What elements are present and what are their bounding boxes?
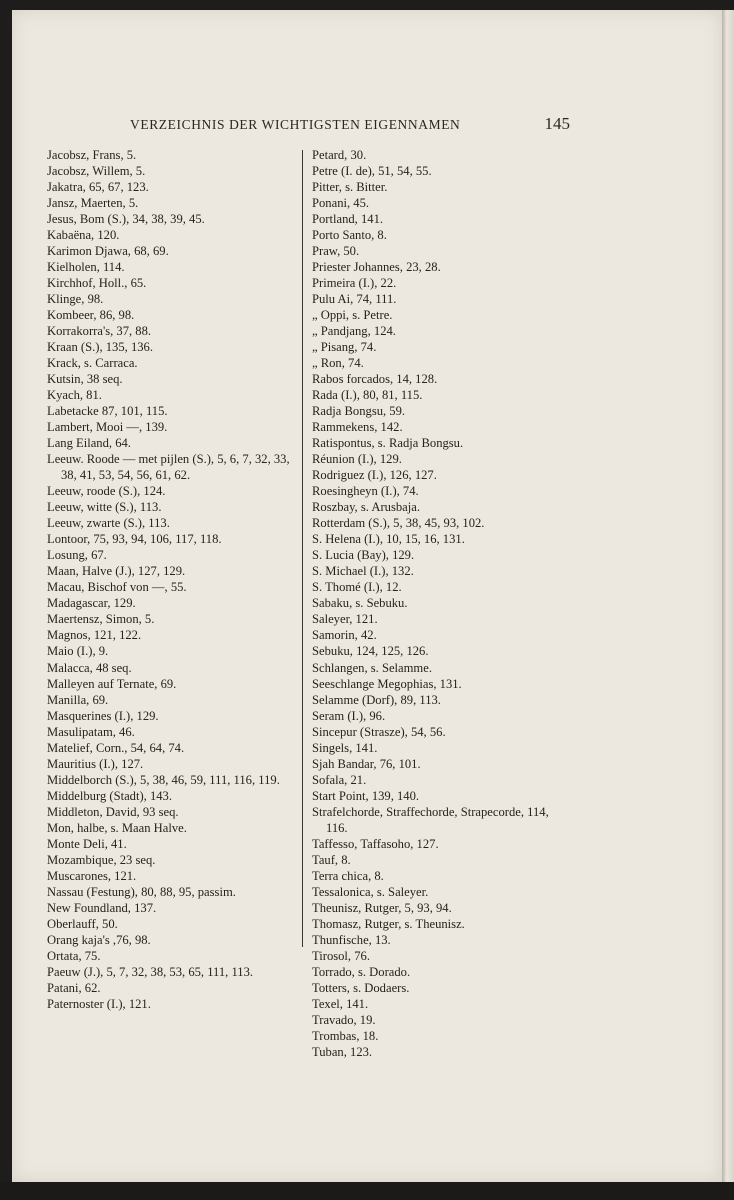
index-entry: Manilla, 69. (47, 692, 109, 707)
index-entry: Samorin, 42. (312, 628, 377, 643)
index-entry: „ Pandjang, 124. (312, 324, 396, 339)
index-entry: Travado, 19. (312, 1012, 376, 1027)
index-entry: Rotterdam (S.), 5, 38, 45, 93, 102. (312, 516, 485, 531)
index-entry: Labetacke 87, 101, 115. (47, 404, 168, 419)
header-title: VERZEICHNIS DER WICHTIGSTEN EIGENNAMEN (130, 117, 461, 132)
index-entry: Leeuw, zwarte (S.), 113. (47, 516, 170, 531)
index-entry: Priester Johannes, 23, 28. (312, 260, 441, 275)
index-entry: Mauritius (I.), 127. (47, 756, 144, 771)
index-entry: Totters, s. Dodaers. (312, 980, 410, 995)
index-entry: Oberlauff, 50. (47, 916, 118, 931)
index-entry: S. Helena (I.), 10, 15, 16, 131. (312, 532, 465, 547)
index-entry: Rada (I.), 80, 81, 115. (312, 388, 423, 403)
index-entry: Jacobsz, Frans, 5. (47, 148, 137, 162)
index-entry: Ponani, 45. (312, 196, 370, 211)
index-entry: S. Thomé (I.), 12. (312, 580, 402, 595)
index-entry: Strafelchorde, Straffechorde, Strapecorde, 114, 116. (312, 804, 549, 835)
index-entry: Terra chica, 8. (312, 868, 384, 883)
index-entry: Tuban, 123. (312, 1044, 373, 1059)
page-number: 145 (544, 114, 570, 133)
index-entry: „ Pisang, 74. (312, 340, 377, 355)
index-entry: Singels, 141. (312, 740, 378, 755)
index-entry: Tauf, 8. (312, 852, 351, 867)
page-edge (722, 10, 734, 1182)
index-entry: Jacobsz, Willem, 5. (47, 164, 146, 179)
index-entry: Nassau (Festung), 80, 88, 95, passim. (47, 884, 236, 899)
index-entry: Rodriguez (I.), 126, 127. (312, 468, 437, 483)
index-entry: Jakatra, 65, 67, 123. (47, 180, 149, 195)
index-entry: Torrado, s. Dorado. (312, 964, 411, 979)
index-entry: Orang kaja's ,76, 98. (47, 932, 151, 947)
column-divider (302, 150, 303, 947)
index-entry: Seeschlange Megophias, 131. (312, 676, 462, 691)
index-entry: Portland, 141. (312, 212, 384, 227)
index-entry: „ Ron, 74. (312, 356, 364, 371)
index-entry: Klinge, 98. (47, 292, 104, 307)
index-entry: Texel, 141. (312, 996, 369, 1011)
index-entry: Kirchhof, Holl., 65. (47, 276, 147, 291)
index-entry: Krack, s. Carraca. (47, 356, 138, 371)
index-entry: Kutsin, 38 seq. (47, 372, 123, 387)
index-entry: Matelief, Corn., 54, 64, 74. (47, 740, 185, 755)
index-entry: Paeuw (J.), 5, 7, 32, 38, 53, 65, 111, 113. (47, 964, 254, 979)
index-entry: Kielholen, 114. (47, 260, 125, 275)
index-entry: Radja Bongsu, 59. (312, 404, 406, 419)
index-entry: Macau, Bischof von —, 55. (47, 580, 187, 595)
index-entry: S. Lucia (Bay), 129. (312, 548, 415, 563)
index-column-left (47, 147, 295, 1012)
index-entry: Kabaëna, 120. (47, 228, 120, 243)
index-entry: Theunisz, Rutger, 5, 93, 94. (312, 900, 452, 915)
index-entry: Paternoster (I.), 121. (47, 996, 151, 1011)
index-entry: Leeuw, witte (S.), 113. (47, 500, 162, 515)
index-entry: Masulipatam, 46. (47, 724, 135, 739)
index-entry: New Foundland, 137. (47, 900, 157, 915)
index-entry: Saleyer, 121. (312, 612, 378, 627)
index-entry: Lambert, Mooi —, 139. (47, 420, 168, 435)
index-entry: Sebuku, 124, 125, 126. (312, 644, 429, 659)
index-entry: Losung, 67. (47, 548, 107, 563)
index-entry: Pitter, s. Bitter. (312, 180, 388, 195)
index-entry: Leeuw. Roode — met pijlen (S.), 5, 6, 7, 32, 33, 38, 41, 53, 54, 56, 61, 62. (47, 452, 290, 483)
index-entry: Rabos forcados, 14, 128. (312, 372, 438, 387)
index-entry: Tirosol, 76. (312, 948, 370, 963)
index-entry: Selamme (Dorf), 89, 113. (312, 692, 441, 707)
index-entry: Malleyen auf Ternate, 69. (47, 676, 177, 691)
index-entry: Karimon Djawa, 68, 69. (47, 244, 169, 259)
index-entry: Kombeer, 86, 98. (47, 308, 135, 323)
index-entry: Sincepur (Strasze), 54, 56. (312, 724, 446, 739)
index-entry: Primeira (I.), 22. (312, 276, 397, 291)
scan-border (0, 1182, 734, 1200)
index-entry: Mon, halbe, s. Maan Halve. (47, 820, 187, 835)
index-entry: Schlangen, s. Selamme. (312, 660, 432, 675)
index-entry: Jesus, Bom (S.), 34, 38, 39, 45. (47, 212, 205, 227)
index-entry: Porto Santo, 8. (312, 228, 387, 243)
index-entry: Pulu Ai, 74, 111. (312, 292, 397, 307)
index-entry: Maertensz, Simon, 5. (47, 612, 155, 627)
index-entry: Start Point, 139, 140. (312, 788, 420, 803)
index-entry: Patani, 62. (47, 980, 101, 995)
index-entry: S. Michael (I.), 132. (312, 564, 414, 579)
index-entry: Maio (I.), 9. (47, 644, 109, 659)
index-entry: Rammekens, 142. (312, 420, 403, 435)
index-entry: Ortata, 75. (47, 948, 101, 963)
index-entry: Sofala, 21. (312, 772, 367, 787)
index-entry: Leeuw, roode (S.), 124. (47, 484, 166, 499)
index-entry: Petre (I. de), 51, 54, 55. (312, 164, 432, 179)
index-entry: Praw, 50. (312, 244, 360, 259)
index-entry: Kyach, 81. (47, 388, 102, 403)
index-entry: Korrakorra's, 37, 88. (47, 324, 152, 339)
index-entry: Trombas, 18. (312, 1028, 379, 1043)
index-entry: Malacca, 48 seq. (47, 660, 132, 675)
index-entry: Roszbay, s. Arusbaja. (312, 500, 420, 515)
index-entry: Kraan (S.), 135, 136. (47, 340, 153, 355)
index-entry: Thunfische, 13. (312, 932, 391, 947)
index-entry: Petard, 30. (312, 148, 367, 162)
index-entry: Sabaku, s. Sebuku. (312, 596, 408, 611)
index-entry: Lontoor, 75, 93, 94, 106, 117, 118. (47, 532, 222, 547)
index-entry: Middelburg (Stadt), 143. (47, 788, 172, 803)
index-entry: „ Oppi, s. Petre. (312, 308, 393, 323)
index-entry: Middelborch (S.), 5, 38, 46, 59, 111, 116, 119. (47, 772, 280, 787)
index-entry: Roesingheyn (I.), 74. (312, 484, 419, 499)
index-entry: Lang Eiland, 64. (47, 436, 131, 451)
index-entry: Masquerines (I.), 129. (47, 708, 159, 723)
index-entry: Magnos, 121, 122. (47, 628, 142, 643)
index-entry: Maan, Halve (J.), 127, 129. (47, 564, 186, 579)
index-entry: Réunion (I.), 129. (312, 452, 402, 467)
index-entry: Tessalonica, s. Saleyer. (312, 884, 429, 899)
index-entry: Thomasz, Rutger, s. Theunisz. (312, 916, 465, 931)
index-entry: Seram (I.), 96. (312, 708, 386, 723)
index-entry: Ratispontus, s. Radja Bongsu. (312, 436, 464, 451)
index-entry: Monte Deli, 41. (47, 836, 127, 851)
running-header (130, 114, 570, 136)
index-column-right (312, 147, 562, 1060)
index-entry: Middleton, David, 93 seq. (47, 804, 179, 819)
index-entry: Muscarones, 121. (47, 868, 137, 883)
index-entry: Madagascar, 129. (47, 596, 136, 611)
index-entry: Taffesso, Taffasoho, 127. (312, 836, 439, 851)
index-entry: Mozambique, 23 seq. (47, 852, 156, 867)
index-entry: Jansz, Maerten, 5. (47, 196, 139, 211)
index-entry: Sjah Bandar, 76, 101. (312, 756, 421, 771)
